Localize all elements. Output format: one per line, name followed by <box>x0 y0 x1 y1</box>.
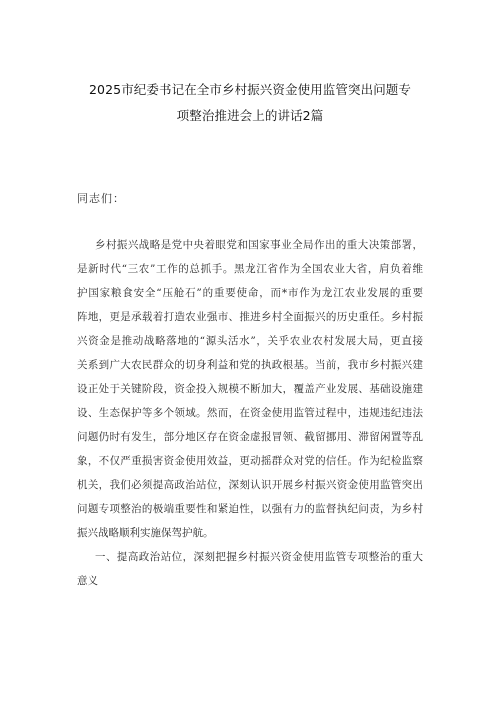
section-heading-line: 意义 <box>77 575 98 587</box>
paragraph-line: 关系到广大农民群众的切身利益和党的执政根基。当前，我市乡村振兴建 <box>77 359 423 371</box>
document-title-line-1: 2025市纪委书记在全市乡村振兴资金使用监管突出问题专 <box>88 82 411 97</box>
paragraph-line: 乡村振兴战略是党中央着眼党和国家事业全局作出的重大决策部署， <box>95 239 423 251</box>
paragraph-line: 象，不仅严重损害资金使用效益，更动摇群众对党的信任。作为纪检监察 <box>77 455 423 467</box>
paragraph-line: 振兴战略顺利实施保驾护航。 <box>77 527 214 539</box>
paragraph-line: 兴资金是推动战略落地的“源头活水”，关乎农业农村发展大局，更直接 <box>77 335 423 347</box>
paragraph-line: 机关，我们必须提高政治站位，深刻认识开展乡村振兴资金使用监管突出 <box>77 479 423 491</box>
paragraph-line: 阵地，更是承载着打造农业强市、推进乡村全面振兴的历史重任。乡村振 <box>77 311 423 323</box>
section-heading-line: 一、提高政治站位，深刻把握乡村振兴资金使用监管专项整治的重大 <box>95 551 423 563</box>
paragraph-line: 设、生态保护等多个领域。然而，在资金使用监管过程中，违规违纪违法 <box>77 407 423 419</box>
paragraph-line: 问题专项整治的极端重要性和紧迫性，以强有力的监督执纪问责，为乡村 <box>77 503 423 515</box>
paragraph-line: 问题仍时有发生，部分地区存在资金虚报冒领、截留挪用、滞留闲置等乱 <box>77 431 423 443</box>
paragraph-line: 设正处于关键阶段，资金投入规模不断加大，覆盖产业发展、基础设施建 <box>77 383 423 395</box>
paragraph-line: 护国家粮食安全“压舱石”的重要使命，而*市作为龙江农业发展的重要 <box>77 287 423 299</box>
paragraph-line: 是新时代“三农”工作的总抓手。黑龙江省作为全国农业大省，肩负着维 <box>77 263 423 275</box>
document-title-line-2: 项整治推进会上的讲话2篇 <box>176 108 324 123</box>
salutation: 同志们： <box>77 192 125 205</box>
